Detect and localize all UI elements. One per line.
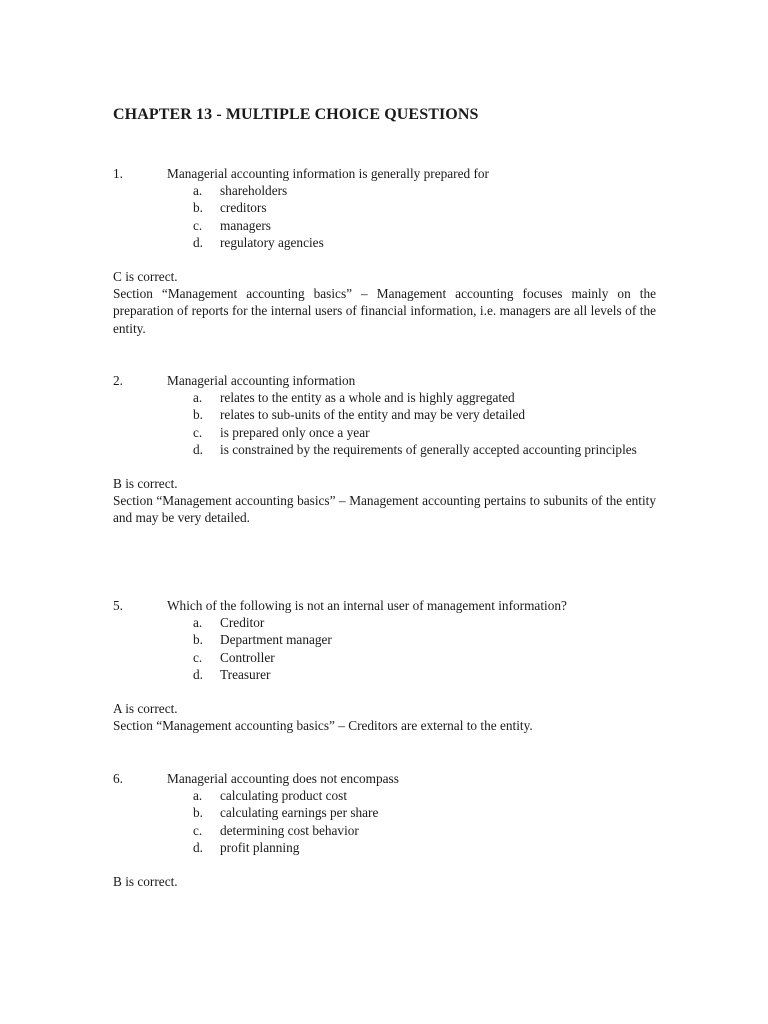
option-text: Department manager bbox=[220, 632, 332, 648]
option-item bbox=[113, 441, 656, 458]
option-item bbox=[113, 839, 656, 856]
option-list bbox=[113, 389, 656, 458]
option-letter: b. bbox=[193, 632, 203, 648]
option-text: Treasurer bbox=[220, 666, 271, 682]
option-item bbox=[113, 631, 656, 648]
question-text: Managerial accounting information bbox=[167, 373, 356, 388]
option-list bbox=[113, 614, 656, 683]
option-letter: c. bbox=[193, 217, 203, 233]
option-letter: a. bbox=[193, 788, 203, 804]
option-letter: d. bbox=[193, 234, 203, 250]
question-line bbox=[113, 165, 656, 182]
option-item bbox=[113, 217, 656, 234]
option-text: is prepared only once a year bbox=[220, 424, 370, 440]
question-text: Managerial accounting information is generally prepared for bbox=[167, 166, 489, 181]
chapter-title: CHAPTER 13 - MULTIPLE CHOICE QUESTIONS bbox=[113, 106, 479, 123]
question-block bbox=[113, 165, 656, 337]
option-text: shareholders bbox=[220, 183, 288, 199]
option-list bbox=[113, 182, 656, 251]
option-item bbox=[113, 234, 656, 251]
question-block bbox=[113, 597, 656, 734]
option-text: profit planning bbox=[220, 839, 300, 855]
option-letter: d. bbox=[193, 441, 203, 457]
option-text: creditors bbox=[220, 200, 267, 216]
option-item bbox=[113, 389, 656, 406]
option-text: Creditor bbox=[220, 615, 265, 631]
option-item bbox=[113, 787, 656, 804]
answer-line: C is correct. bbox=[113, 269, 178, 285]
option-letter: d. bbox=[193, 666, 203, 682]
option-item bbox=[113, 424, 656, 441]
answer-explanation: Section “Management accounting basics” – Creditors are external to the entity. bbox=[113, 718, 533, 734]
question-block bbox=[113, 770, 656, 890]
option-text: relates to the entity as a whole and is highly aggregated bbox=[220, 390, 515, 406]
question-text: Which of the following is not an internal user of management information? bbox=[167, 598, 567, 613]
option-item bbox=[113, 666, 656, 683]
option-item bbox=[113, 199, 656, 216]
answer-line: B is correct. bbox=[113, 476, 178, 492]
option-letter: d. bbox=[193, 839, 203, 855]
option-text: is constrained by the requirements of generally accepted accounting principles bbox=[220, 441, 637, 457]
question-text: Managerial accounting does not encompass bbox=[167, 771, 399, 786]
option-letter: b. bbox=[193, 805, 203, 821]
option-item bbox=[113, 182, 656, 199]
option-text: regulatory agencies bbox=[220, 234, 324, 250]
option-text: calculating product cost bbox=[220, 788, 348, 804]
option-text: determining cost behavior bbox=[220, 822, 359, 838]
option-letter: a. bbox=[193, 183, 203, 199]
question-line bbox=[113, 372, 656, 389]
answer-line: A is correct. bbox=[113, 701, 178, 717]
option-letter: b. bbox=[193, 407, 203, 423]
question-number: 6. bbox=[113, 771, 123, 786]
question-number: 2. bbox=[113, 373, 123, 388]
option-text: relates to sub-units of the entity and may be very detailed bbox=[220, 407, 525, 423]
option-item bbox=[113, 804, 656, 821]
option-letter: a. bbox=[193, 390, 203, 406]
option-item bbox=[113, 649, 656, 666]
option-list bbox=[113, 787, 656, 856]
question-number: 5. bbox=[113, 598, 123, 613]
option-item bbox=[113, 822, 656, 839]
question-line bbox=[113, 770, 656, 787]
option-letter: c. bbox=[193, 822, 203, 838]
question-line bbox=[113, 597, 656, 614]
option-letter: a. bbox=[193, 615, 203, 631]
option-text: managers bbox=[220, 217, 271, 233]
option-letter: c. bbox=[193, 424, 203, 440]
option-letter: c. bbox=[193, 649, 203, 665]
option-item bbox=[113, 614, 656, 631]
question-block bbox=[113, 372, 656, 527]
option-letter: b. bbox=[193, 200, 203, 216]
option-text: calculating earnings per share bbox=[220, 805, 379, 821]
option-item bbox=[113, 406, 656, 423]
option-text: Controller bbox=[220, 649, 275, 665]
question-number: 1. bbox=[113, 166, 123, 181]
answer-explanation: Section “Management accounting basics” – Management accounting pertains to subunits of the entity and may be very detailed. bbox=[113, 493, 656, 526]
answer-line: B is correct. bbox=[113, 874, 178, 890]
answer-explanation: Section “Management accounting basics” – Management accounting focuses mainly on the preparation of reports for the internal users of financial information, i.e. managers are all levels of the entity. bbox=[113, 286, 656, 336]
